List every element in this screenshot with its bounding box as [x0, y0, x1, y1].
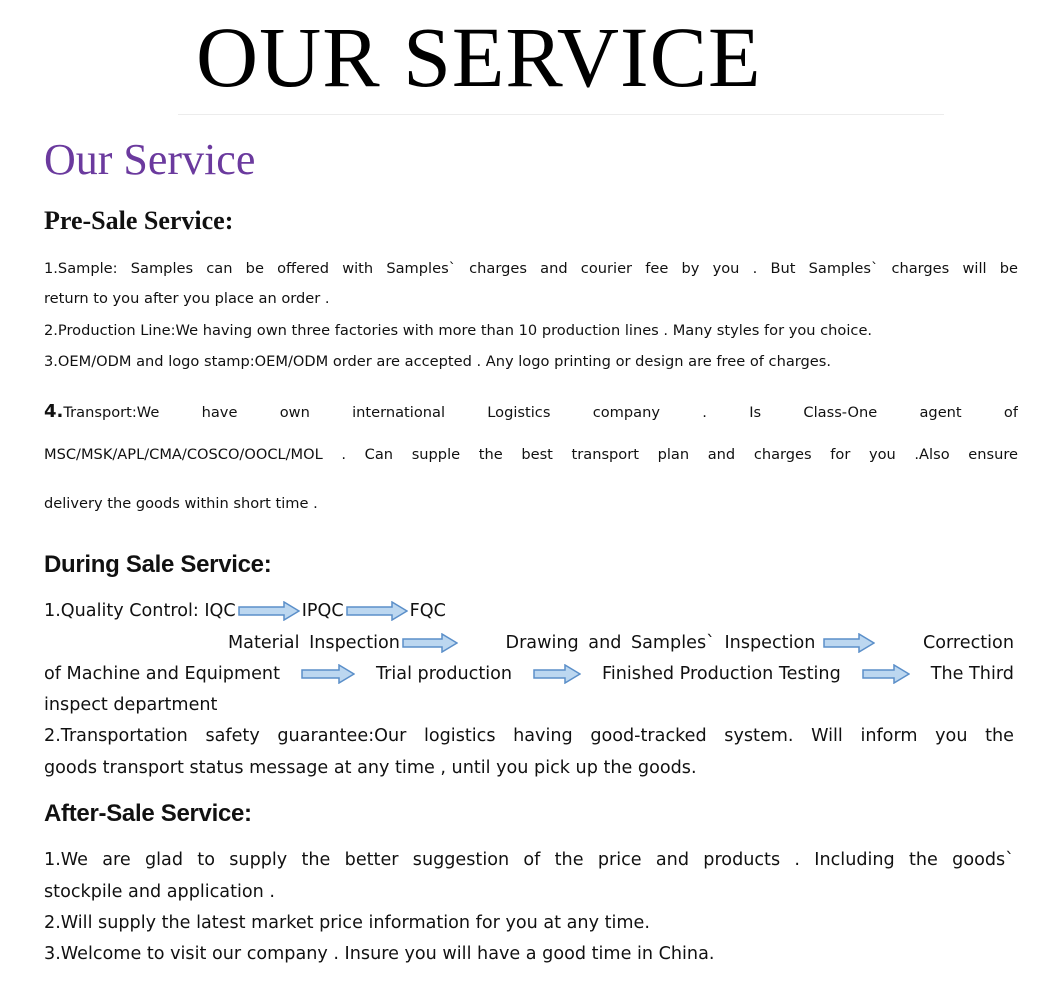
- flow-step-inspect: inspect department: [44, 695, 218, 715]
- after-sale-heading: After-Sale Service:: [44, 800, 252, 827]
- flow-step-finished: Finished Production Testing: [602, 664, 841, 684]
- pre-sale-item-2: 2.Production Line:We having own three factories with more than 10 production lines . Many styles for you choice.: [44, 322, 873, 339]
- flow-step-machine: of Machine and Equipment: [44, 664, 280, 684]
- flow-label: Drawing and Samples` Inspection: [505, 633, 816, 653]
- item-text: Transport:We have own international Logistics company . Is Class-One agent of: [63, 404, 1018, 421]
- after-sale-item-1-line-1: 1.We are glad to supply the better suggestion of the price and products . Including the goods`: [44, 850, 1014, 870]
- flow-step-drawing: [506, 630, 878, 656]
- during-sale-item-2-line-2: goods transport status message at any time , until you pick up the goods.: [44, 758, 697, 778]
- flow-label: Material Inspection: [228, 633, 400, 653]
- qc-label: 1.Quality Control: IQC: [44, 601, 236, 621]
- qc-flow-row-2: [228, 630, 1014, 656]
- pre-sale-item-4-line-3: delivery the goods within short time .: [44, 495, 318, 512]
- after-sale-item-3: 3.Welcome to visit our company . Insure you will have a good time in China.: [44, 944, 715, 964]
- pre-sale-item-1-line-2: return to you after you place an order .: [44, 290, 330, 307]
- item-number: 4.: [44, 401, 64, 422]
- pre-sale-item-1-line-1: 1.Sample: Samples can be offered with Samples` charges and courier fee by you . But Samples` charges will be: [44, 260, 1018, 277]
- during-sale-item-2-line-1: 2.Transportation safety guarantee:Our logistics having good-tracked system. Will inform you the: [44, 726, 1014, 746]
- pre-sale-item-4-line-1: [44, 401, 1018, 424]
- pre-sale-item-4-line-2: MSC/MSK/APL/CMA/COSCO/OOCL/MOL . Can supple the best transport plan and charges for you .Also ensure: [44, 446, 1018, 463]
- qc-flow-row-3: [44, 661, 1014, 687]
- page-title: OUR SERVICE: [196, 9, 762, 105]
- flow-step-trial: Trial production: [376, 664, 513, 684]
- flow-step-material: [228, 630, 460, 656]
- pre-sale-heading: Pre-Sale Service:: [44, 206, 234, 235]
- after-sale-item-1-line-2: stockpile and application .: [44, 882, 275, 902]
- qc-step-fqc: FQC: [409, 601, 446, 621]
- qc-flow-row-1: [44, 598, 446, 624]
- arrow-right-icon: [533, 664, 581, 684]
- arrow-right-icon: [238, 601, 300, 621]
- arrow-right-icon: [346, 601, 408, 621]
- flow-step-correction: Correction: [922, 633, 1014, 653]
- arrow-right-icon: [402, 633, 458, 653]
- arrow-right-icon: [301, 664, 355, 684]
- arrow-right-icon: [823, 633, 875, 653]
- title-divider: [178, 114, 944, 115]
- pre-sale-item-3: 3.OEM/ODM and logo stamp:OEM/ODM order are accepted . Any logo printing or design are free of charges.: [44, 353, 831, 370]
- section-title: Our Service: [44, 135, 256, 184]
- arrow-right-icon: [862, 664, 910, 684]
- during-sale-heading: During Sale Service:: [44, 551, 272, 578]
- flow-step-third: The Third: [930, 664, 1014, 684]
- after-sale-item-2: 2.Will supply the latest market price information for you at any time.: [44, 913, 650, 933]
- qc-step-ipqc: IPQC: [301, 601, 344, 621]
